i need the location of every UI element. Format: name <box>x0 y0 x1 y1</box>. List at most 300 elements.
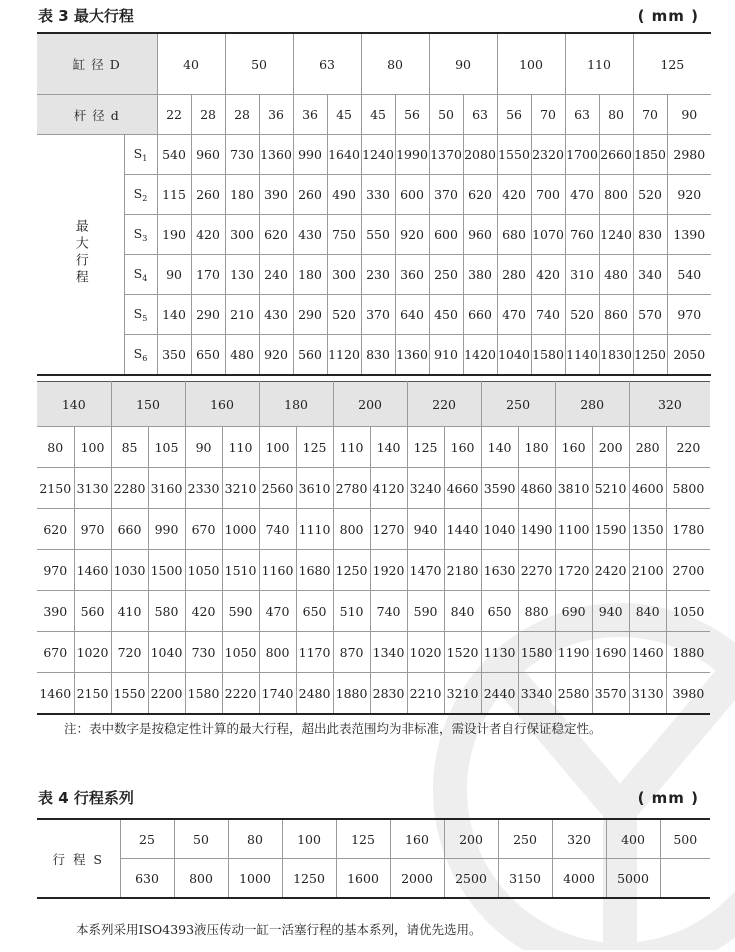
bore-value: 140 <box>37 382 111 427</box>
stroke-value: 3240 <box>407 468 444 509</box>
rod-value: 28 <box>225 95 259 135</box>
rod-value: 70 <box>633 95 667 135</box>
table3-unit: ( mm ) <box>637 6 699 25</box>
rod-value: 280 <box>629 427 666 468</box>
stroke-value: 520 <box>633 175 667 215</box>
stroke-value: 1160 <box>259 550 296 591</box>
rod-value: 80 <box>37 427 74 468</box>
stroke-value: 1250 <box>633 335 667 376</box>
stroke-value: 990 <box>148 509 185 550</box>
stroke-value: 1360 <box>259 135 293 175</box>
stroke-value: 2150 <box>37 468 74 509</box>
stroke-value: 590 <box>407 591 444 632</box>
stroke-value: 740 <box>531 295 565 335</box>
rod-value: 160 <box>555 427 592 468</box>
stroke-value: 430 <box>259 295 293 335</box>
stroke-value: 390 <box>259 175 293 215</box>
rod-value: 160 <box>444 427 481 468</box>
stroke-value: 920 <box>395 215 429 255</box>
stroke-label: $S_4$ <box>124 255 157 295</box>
stroke-value: 2100 <box>629 550 666 591</box>
stroke-value: 920 <box>667 175 711 215</box>
stroke-value: 340 <box>633 255 667 295</box>
stroke-value: 600 <box>395 175 429 215</box>
stroke-value: 1520 <box>444 632 481 673</box>
stroke-value: 540 <box>157 135 191 175</box>
stroke-value: 1050 <box>666 591 710 632</box>
rod-value: 36 <box>293 95 327 135</box>
bore-value: 125 <box>633 33 711 95</box>
stroke-value: 1880 <box>666 632 710 673</box>
stroke-value: 1340 <box>370 632 407 673</box>
stroke-value: 3610 <box>296 468 333 509</box>
stroke-value: 1580 <box>185 673 222 715</box>
stroke-row-continued <box>37 468 710 509</box>
stroke-value: 3130 <box>74 468 111 509</box>
bore-value: 250 <box>481 382 555 427</box>
stroke-value: 190 <box>157 215 191 255</box>
stroke-value: 3810 <box>555 468 592 509</box>
stroke-value: 970 <box>37 550 74 591</box>
bore-value: 180 <box>259 382 333 427</box>
stroke-value: 910 <box>429 335 463 376</box>
stroke-value: 800 <box>599 175 633 215</box>
stroke-value: 3570 <box>592 673 629 715</box>
stroke-series-value: 2000 <box>390 859 444 899</box>
bore-value: 160 <box>185 382 259 427</box>
stroke-value: 590 <box>222 591 259 632</box>
stroke-value: 970 <box>667 295 711 335</box>
stroke-value: 350 <box>157 335 191 376</box>
stroke-value: 2180 <box>444 550 481 591</box>
stroke-value: 3210 <box>222 468 259 509</box>
rod-value: 90 <box>667 95 711 135</box>
stroke-value: 650 <box>481 591 518 632</box>
stroke-value: 260 <box>293 175 327 215</box>
stroke-value: 180 <box>225 175 259 215</box>
stroke-value: 2560 <box>259 468 296 509</box>
stroke-value: 1580 <box>531 335 565 376</box>
stroke-value: 830 <box>361 335 395 376</box>
stroke-value: 2580 <box>555 673 592 715</box>
stroke-value: 210 <box>225 295 259 335</box>
stroke-series-value <box>660 859 710 899</box>
stroke-label: $S_5$ <box>124 295 157 335</box>
stroke-value: 510 <box>333 591 370 632</box>
stroke-series-value: 3150 <box>498 859 552 899</box>
rod-value: 63 <box>463 95 497 135</box>
stroke-value: 560 <box>74 591 111 632</box>
stroke-value: 2210 <box>407 673 444 715</box>
max-stroke-table-continued <box>37 381 710 715</box>
table4-title: 表 4 行程系列 <box>38 789 134 807</box>
stroke-value: 1420 <box>463 335 497 376</box>
stroke-value: 1880 <box>333 673 370 715</box>
rod-value: 90 <box>185 427 222 468</box>
table4-caption <box>38 787 699 808</box>
max-stroke-table-top <box>37 32 711 376</box>
stroke-value: 300 <box>327 255 361 295</box>
stroke-value: 750 <box>327 215 361 255</box>
rod-value: 63 <box>565 95 599 135</box>
rod-value: 70 <box>531 95 565 135</box>
stroke-value: 650 <box>296 591 333 632</box>
stroke-value: 840 <box>629 591 666 632</box>
rod-value: 180 <box>518 427 555 468</box>
stroke-value: 1140 <box>565 335 599 376</box>
stroke-value: 1490 <box>518 509 555 550</box>
stroke-value: 420 <box>185 591 222 632</box>
stroke-value: 680 <box>497 215 531 255</box>
stroke-label: $S_2$ <box>124 175 157 215</box>
rod-value: 36 <box>259 95 293 135</box>
stroke-value: 2270 <box>518 550 555 591</box>
rod-value: 50 <box>429 95 463 135</box>
stroke-series-value: 160 <box>390 819 444 859</box>
bore-value: 40 <box>157 33 225 95</box>
stroke-value: 2050 <box>667 335 711 376</box>
stroke-value: 1270 <box>370 509 407 550</box>
stroke-value: 1720 <box>555 550 592 591</box>
stroke-value: 420 <box>191 215 225 255</box>
stroke-value: 170 <box>191 255 225 295</box>
stroke-value: 5210 <box>592 468 629 509</box>
stroke-value: 5800 <box>666 468 710 509</box>
stroke-value: 360 <box>395 255 429 295</box>
bore-row <box>37 33 711 95</box>
rod-value: 125 <box>296 427 333 468</box>
stroke-value: 290 <box>191 295 225 335</box>
stroke-value: 1040 <box>481 509 518 550</box>
stroke-value: 1990 <box>395 135 429 175</box>
stroke-series-label: 行 程 S <box>37 819 120 898</box>
stroke-value: 1240 <box>361 135 395 175</box>
stroke-value: 800 <box>259 632 296 673</box>
stroke-value: 330 <box>361 175 395 215</box>
stroke-value: 4600 <box>629 468 666 509</box>
stroke-value: 380 <box>463 255 497 295</box>
stroke-series-value: 200 <box>444 819 498 859</box>
stroke-value: 1590 <box>592 509 629 550</box>
stroke-row <box>37 215 711 255</box>
stroke-value: 1100 <box>555 509 592 550</box>
bore-value: 200 <box>333 382 407 427</box>
stroke-value: 240 <box>259 255 293 295</box>
stroke-value: 420 <box>497 175 531 215</box>
stroke-value: 1740 <box>259 673 296 715</box>
stroke-value: 640 <box>395 295 429 335</box>
stroke-value: 960 <box>463 215 497 255</box>
stroke-value: 2660 <box>599 135 633 175</box>
stroke-value: 1250 <box>333 550 370 591</box>
rod-row <box>37 95 711 135</box>
table4-unit: ( mm ) <box>637 788 699 807</box>
stroke-value: 470 <box>565 175 599 215</box>
stroke-series-value: 5000 <box>606 859 660 899</box>
stroke-series-value: 25 <box>120 819 174 859</box>
stroke-value: 620 <box>37 509 74 550</box>
bore-value: 100 <box>497 33 565 95</box>
stroke-value: 520 <box>565 295 599 335</box>
stroke-value: 1630 <box>481 550 518 591</box>
stroke-value: 4860 <box>518 468 555 509</box>
stroke-value: 730 <box>185 632 222 673</box>
stroke-value: 1460 <box>74 550 111 591</box>
stroke-value: 1020 <box>407 632 444 673</box>
stroke-value: 740 <box>259 509 296 550</box>
stroke-value: 1120 <box>327 335 361 376</box>
stroke-value: 230 <box>361 255 395 295</box>
rod-value: 100 <box>259 427 296 468</box>
stroke-value: 1550 <box>497 135 531 175</box>
stroke-value: 960 <box>191 135 225 175</box>
stroke-series-value: 2500 <box>444 859 498 899</box>
stroke-value: 1370 <box>429 135 463 175</box>
stroke-series-value: 400 <box>606 819 660 859</box>
bore-value: 80 <box>361 33 429 95</box>
stroke-value: 470 <box>497 295 531 335</box>
stroke-value: 1240 <box>599 215 633 255</box>
stroke-series-value: 500 <box>660 819 710 859</box>
stroke-value: 390 <box>37 591 74 632</box>
stroke-series-row-2 <box>37 859 710 899</box>
stroke-value: 690 <box>555 591 592 632</box>
stroke-value: 990 <box>293 135 327 175</box>
stroke-value: 1070 <box>531 215 565 255</box>
stroke-value: 2440 <box>481 673 518 715</box>
stroke-series-table <box>37 818 710 899</box>
rod-value: 140 <box>370 427 407 468</box>
stroke-value: 115 <box>157 175 191 215</box>
stroke-value: 1470 <box>407 550 444 591</box>
stroke-series-value: 1600 <box>336 859 390 899</box>
stroke-value: 870 <box>333 632 370 673</box>
stroke-series-value: 125 <box>336 819 390 859</box>
stroke-value: 4120 <box>370 468 407 509</box>
stroke-value: 1460 <box>629 632 666 673</box>
table3-note: 注：表中数字是按稳定性计算的最大行程，超出此表范围均为非标准，需设计者自行保证稳定性。 <box>64 721 602 736</box>
stroke-series-value: 100 <box>282 819 336 859</box>
stroke-value: 880 <box>518 591 555 632</box>
stroke-value: 290 <box>293 295 327 335</box>
rod-value: 110 <box>222 427 259 468</box>
stroke-value: 480 <box>225 335 259 376</box>
stroke-series-value: 630 <box>120 859 174 899</box>
stroke-value: 410 <box>111 591 148 632</box>
stroke-value: 2150 <box>74 673 111 715</box>
stroke-value: 2780 <box>333 468 370 509</box>
bore-value: 220 <box>407 382 481 427</box>
bore-row-continued <box>37 382 710 427</box>
stroke-value: 740 <box>370 591 407 632</box>
stroke-series-value: 80 <box>228 819 282 859</box>
stroke-series-value: 1000 <box>228 859 282 899</box>
stroke-value: 1030 <box>111 550 148 591</box>
bore-value: 50 <box>225 33 293 95</box>
stroke-value: 130 <box>225 255 259 295</box>
stroke-value: 2330 <box>185 468 222 509</box>
stroke-value: 1050 <box>185 550 222 591</box>
stroke-value: 2830 <box>370 673 407 715</box>
stroke-value: 370 <box>361 295 395 335</box>
stroke-label: $S_1$ <box>124 135 157 175</box>
bore-value: 63 <box>293 33 361 95</box>
stroke-row <box>37 135 711 175</box>
stroke-value: 3160 <box>148 468 185 509</box>
stroke-value: 1440 <box>444 509 481 550</box>
stroke-value: 580 <box>148 591 185 632</box>
rod-value: 28 <box>191 95 225 135</box>
rod-value: 45 <box>361 95 395 135</box>
stroke-value: 1850 <box>633 135 667 175</box>
stroke-value: 800 <box>333 509 370 550</box>
stroke-value: 2980 <box>667 135 711 175</box>
stroke-value: 470 <box>259 591 296 632</box>
stroke-series-row-1 <box>37 819 710 859</box>
stroke-value: 1500 <box>148 550 185 591</box>
stroke-row <box>37 175 711 215</box>
stroke-value: 1190 <box>555 632 592 673</box>
stroke-value: 2220 <box>222 673 259 715</box>
stroke-value: 970 <box>74 509 111 550</box>
rod-value: 56 <box>395 95 429 135</box>
stroke-value: 3210 <box>444 673 481 715</box>
bore-value: 110 <box>565 33 633 95</box>
rod-value: 140 <box>481 427 518 468</box>
stroke-series-value: 50 <box>174 819 228 859</box>
stroke-value: 730 <box>225 135 259 175</box>
bore-label: 缸 径 D <box>37 33 157 95</box>
stroke-value: 300 <box>225 215 259 255</box>
stroke-value: 2280 <box>111 468 148 509</box>
stroke-value: 760 <box>565 215 599 255</box>
stroke-label: $S_6$ <box>124 335 157 376</box>
rod-value: 80 <box>599 95 633 135</box>
stroke-value: 620 <box>259 215 293 255</box>
stroke-value: 1690 <box>592 632 629 673</box>
stroke-value: 1050 <box>222 632 259 673</box>
rod-value: 100 <box>74 427 111 468</box>
stroke-value: 660 <box>463 295 497 335</box>
rod-row-continued <box>37 427 710 468</box>
stroke-value: 1390 <box>667 215 711 255</box>
stroke-value: 1920 <box>370 550 407 591</box>
table4-footnote: 本系列采用ISO4393液压传动一缸一活塞行程的基本系列，请优先选用。 <box>76 922 482 937</box>
bore-value: 90 <box>429 33 497 95</box>
stroke-value: 480 <box>599 255 633 295</box>
stroke-value: 920 <box>259 335 293 376</box>
stroke-value: 3130 <box>629 673 666 715</box>
stroke-value: 660 <box>111 509 148 550</box>
stroke-value: 2480 <box>296 673 333 715</box>
rod-value: 110 <box>333 427 370 468</box>
table3-caption <box>38 5 699 26</box>
stroke-series-value: 250 <box>498 819 552 859</box>
stroke-row-continued <box>37 673 710 715</box>
stroke-value: 1640 <box>327 135 361 175</box>
stroke-series-value: 320 <box>552 819 606 859</box>
rod-value: 200 <box>592 427 629 468</box>
stroke-row <box>37 255 711 295</box>
stroke-row-continued <box>37 591 710 632</box>
stroke-value: 1780 <box>666 509 710 550</box>
stroke-value: 1350 <box>629 509 666 550</box>
bore-value: 320 <box>629 382 710 427</box>
max-stroke-side-label <box>37 135 124 376</box>
stroke-row-continued <box>37 550 710 591</box>
stroke-value: 4660 <box>444 468 481 509</box>
stroke-value: 280 <box>497 255 531 295</box>
stroke-value: 560 <box>293 335 327 376</box>
stroke-value: 550 <box>361 215 395 255</box>
rod-value: 85 <box>111 427 148 468</box>
stroke-value: 1170 <box>296 632 333 673</box>
stroke-value: 1000 <box>222 509 259 550</box>
bore-value: 280 <box>555 382 629 427</box>
stroke-value: 450 <box>429 295 463 335</box>
stroke-row <box>37 295 711 335</box>
rod-value: 22 <box>157 95 191 135</box>
stroke-value: 1550 <box>111 673 148 715</box>
stroke-value: 420 <box>531 255 565 295</box>
stroke-value: 2080 <box>463 135 497 175</box>
stroke-value: 940 <box>592 591 629 632</box>
rod-value: 45 <box>327 95 361 135</box>
stroke-value: 700 <box>531 175 565 215</box>
stroke-value: 1020 <box>74 632 111 673</box>
stroke-value: 1460 <box>37 673 74 715</box>
stroke-series-value: 1250 <box>282 859 336 899</box>
stroke-value: 310 <box>565 255 599 295</box>
stroke-value: 840 <box>444 591 481 632</box>
rod-label: 杆 径 d <box>37 95 157 135</box>
stroke-value: 620 <box>463 175 497 215</box>
stroke-label: $S_3$ <box>124 215 157 255</box>
table3-title: 表 3 最大行程 <box>38 7 134 25</box>
stroke-value: 2320 <box>531 135 565 175</box>
stroke-value: 940 <box>407 509 444 550</box>
stroke-value: 860 <box>599 295 633 335</box>
stroke-value: 1580 <box>518 632 555 673</box>
stroke-value: 1130 <box>481 632 518 673</box>
stroke-value: 830 <box>633 215 667 255</box>
stroke-value: 600 <box>429 215 463 255</box>
stroke-value: 90 <box>157 255 191 295</box>
stroke-series-value: 800 <box>174 859 228 899</box>
stroke-value: 520 <box>327 295 361 335</box>
stroke-series-value: 4000 <box>552 859 606 899</box>
rod-value: 105 <box>148 427 185 468</box>
stroke-value: 570 <box>633 295 667 335</box>
stroke-value: 3590 <box>481 468 518 509</box>
stroke-value: 2700 <box>666 550 710 591</box>
stroke-value: 250 <box>429 255 463 295</box>
stroke-value: 650 <box>191 335 225 376</box>
stroke-value: 1510 <box>222 550 259 591</box>
stroke-value: 1040 <box>148 632 185 673</box>
stroke-value: 1830 <box>599 335 633 376</box>
rod-value: 56 <box>497 95 531 135</box>
bore-value: 150 <box>111 382 185 427</box>
stroke-row-continued <box>37 632 710 673</box>
stroke-value: 370 <box>429 175 463 215</box>
stroke-value: 430 <box>293 215 327 255</box>
stroke-value: 670 <box>37 632 74 673</box>
rod-value: 220 <box>666 427 710 468</box>
stroke-row-continued <box>37 509 710 550</box>
stroke-value: 490 <box>327 175 361 215</box>
stroke-value: 670 <box>185 509 222 550</box>
